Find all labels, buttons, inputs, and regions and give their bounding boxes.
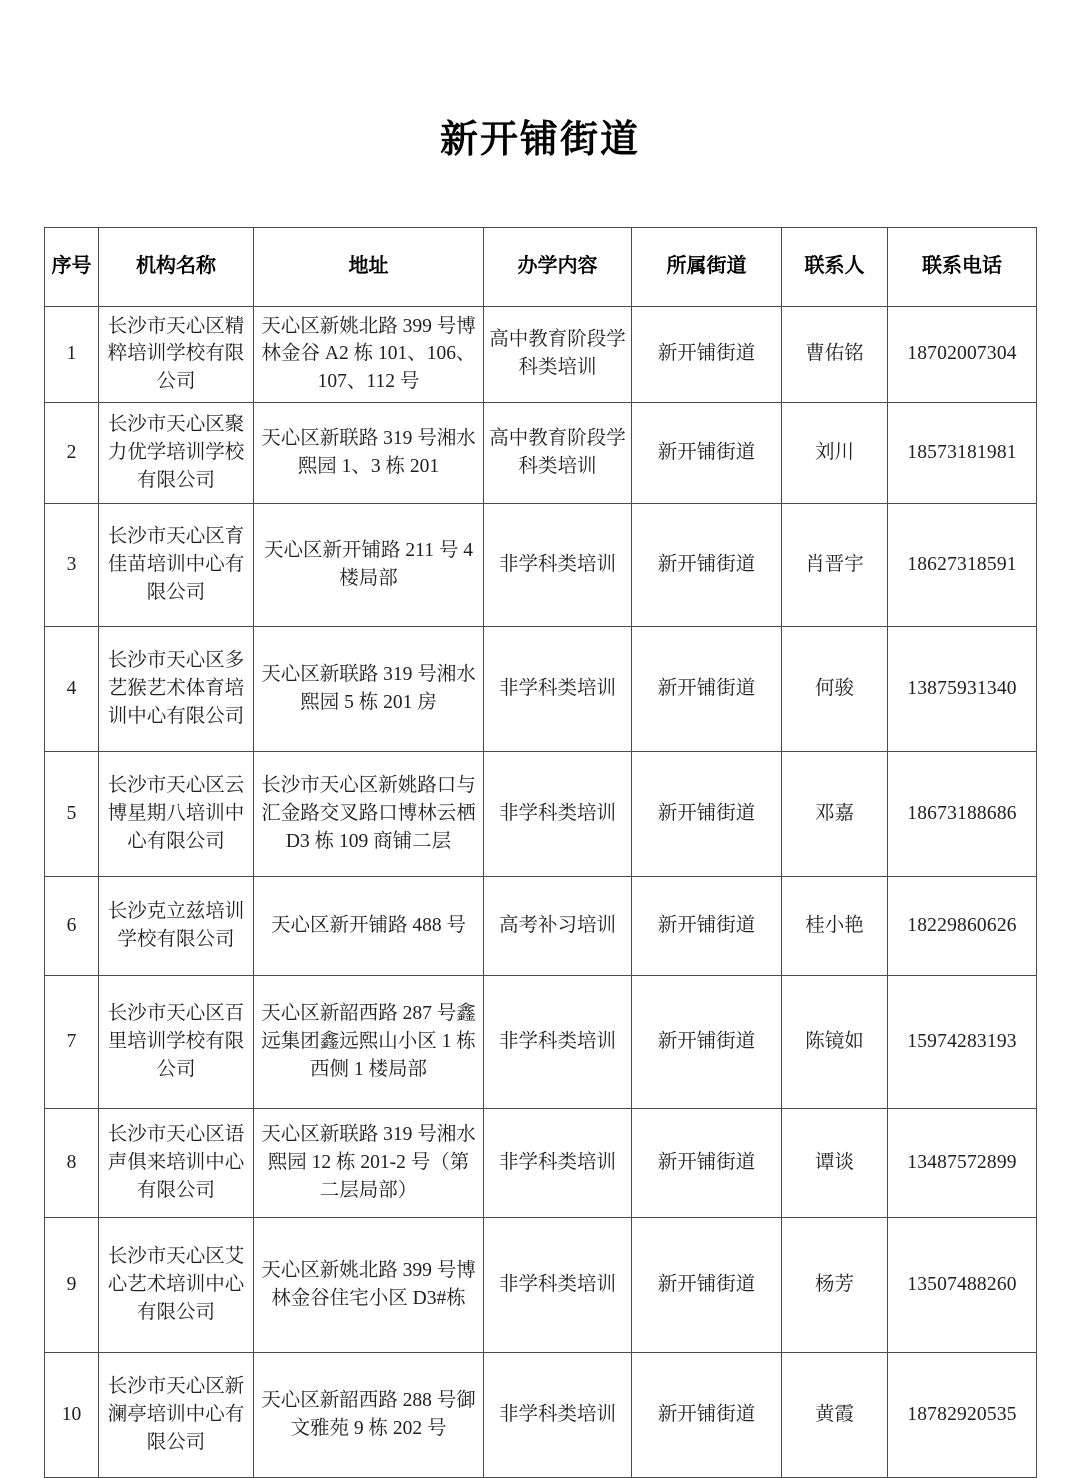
cell-address: 天心区新开铺路 211 号 4 楼局部: [254, 503, 484, 626]
table-row: [45, 751, 1037, 876]
cell-index: 6: [45, 876, 99, 975]
cell-index: 5: [45, 751, 99, 876]
training-institutions-table: [44, 227, 1037, 1478]
cell-address: 天心区新姚北路 399 号博林金谷 A2 栋 101、106、107、112 号: [254, 306, 484, 402]
cell-type: 非学科类培训: [484, 1217, 632, 1352]
cell-person: 杨芳: [782, 1217, 888, 1352]
column-header-street: 所属街道: [632, 227, 782, 306]
cell-name: 长沙市天心区语声俱来培训中心有限公司: [99, 1108, 254, 1217]
column-header-phone: 联系电话: [888, 227, 1037, 306]
table-row: [45, 402, 1037, 503]
cell-phone: 18229860626: [888, 876, 1037, 975]
column-header-type: 办学内容: [484, 227, 632, 306]
column-header-name: 机构名称: [99, 227, 254, 306]
table-header: [45, 227, 1037, 306]
cell-index: 2: [45, 402, 99, 503]
cell-type: 高考补习培训: [484, 876, 632, 975]
cell-person: 邓嘉: [782, 751, 888, 876]
header-row: [45, 227, 1037, 306]
cell-street: 新开铺街道: [632, 402, 782, 503]
cell-index: 10: [45, 1352, 99, 1477]
cell-name: 长沙市天心区新澜亭培训中心有限公司: [99, 1352, 254, 1477]
cell-index: 7: [45, 975, 99, 1108]
cell-type: 非学科类培训: [484, 751, 632, 876]
cell-street: 新开铺街道: [632, 751, 782, 876]
cell-name: 长沙市天心区聚力优学培训学校有限公司: [99, 402, 254, 503]
table-row: [45, 876, 1037, 975]
table-row: [45, 1217, 1037, 1352]
cell-type: 高中教育阶段学科类培训: [484, 306, 632, 402]
cell-address: 天心区新联路 319 号湘水熙园 5 栋 201 房: [254, 626, 484, 751]
cell-person: 刘川: [782, 402, 888, 503]
cell-person: 谭谈: [782, 1108, 888, 1217]
table-container: [0, 227, 1080, 1478]
cell-index: 4: [45, 626, 99, 751]
cell-address: 天心区新联路 319 号湘水熙园 1、3 栋 201: [254, 402, 484, 503]
cell-type: 非学科类培训: [484, 503, 632, 626]
cell-phone: 18627318591: [888, 503, 1037, 626]
cell-phone: 18702007304: [888, 306, 1037, 402]
cell-person: 肖晋宇: [782, 503, 888, 626]
table-row: [45, 626, 1037, 751]
cell-address: 天心区新开铺路 488 号: [254, 876, 484, 975]
cell-street: 新开铺街道: [632, 1352, 782, 1477]
cell-type: 非学科类培训: [484, 626, 632, 751]
cell-address: 天心区新姚北路 399 号博林金谷住宅小区 D3#栋: [254, 1217, 484, 1352]
cell-name: 长沙市天心区百里培训学校有限公司: [99, 975, 254, 1108]
cell-street: 新开铺街道: [632, 876, 782, 975]
table-row: [45, 306, 1037, 402]
cell-phone: 13875931340: [888, 626, 1037, 751]
cell-street: 新开铺街道: [632, 1108, 782, 1217]
cell-person: 曹佑铭: [782, 306, 888, 402]
cell-person: 陈镜如: [782, 975, 888, 1108]
cell-address: 天心区新联路 319 号湘水熙园 12 栋 201-2 号（第二层局部）: [254, 1108, 484, 1217]
page-title: 新开铺街道: [439, 119, 640, 161]
cell-person: 桂小艳: [782, 876, 888, 975]
cell-street: 新开铺街道: [632, 626, 782, 751]
cell-address: 天心区新韶西路 287 号鑫远集团鑫远熙山小区 1 栋西侧 1 楼局部: [254, 975, 484, 1108]
cell-person: 黄霞: [782, 1352, 888, 1477]
table-row: [45, 1108, 1037, 1217]
cell-street: 新开铺街道: [632, 503, 782, 626]
table-body: [45, 306, 1037, 1477]
cell-name: 长沙市天心区艾心艺术培训中心有限公司: [99, 1217, 254, 1352]
cell-index: 9: [45, 1217, 99, 1352]
cell-index: 8: [45, 1108, 99, 1217]
cell-street: 新开铺街道: [632, 306, 782, 402]
cell-type: 非学科类培训: [484, 1108, 632, 1217]
cell-phone: 13507488260: [888, 1217, 1037, 1352]
cell-type: 高中教育阶段学科类培训: [484, 402, 632, 503]
cell-index: 3: [45, 503, 99, 626]
table-row: [45, 503, 1037, 626]
column-header-address: 地址: [254, 227, 484, 306]
cell-name: 长沙市天心区云博星期八培训中心有限公司: [99, 751, 254, 876]
cell-person: 何骏: [782, 626, 888, 751]
column-header-index: 序号: [45, 227, 99, 306]
cell-phone: 18573181981: [888, 402, 1037, 503]
cell-street: 新开铺街道: [632, 1217, 782, 1352]
cell-index: 1: [45, 306, 99, 402]
column-header-person: 联系人: [782, 227, 888, 306]
cell-address: 长沙市天心区新姚路口与汇金路交叉路口博林云栖 D3 栋 109 商铺二层: [254, 751, 484, 876]
cell-phone: 18673188686: [888, 751, 1037, 876]
cell-name: 长沙市天心区多艺猴艺术体育培训中心有限公司: [99, 626, 254, 751]
cell-phone: 13487572899: [888, 1108, 1037, 1217]
cell-name: 长沙克立兹培训学校有限公司: [99, 876, 254, 975]
cell-type: 非学科类培训: [484, 1352, 632, 1477]
cell-phone: 18782920535: [888, 1352, 1037, 1477]
cell-name: 长沙市天心区精粹培训学校有限公司: [99, 306, 254, 402]
cell-address: 天心区新韶西路 288 号御文雅苑 9 栋 202 号: [254, 1352, 484, 1477]
cell-phone: 15974283193: [888, 975, 1037, 1108]
cell-type: 非学科类培训: [484, 975, 632, 1108]
cell-name: 长沙市天心区育佳苗培训中心有限公司: [99, 503, 254, 626]
cell-street: 新开铺街道: [632, 975, 782, 1108]
table-row: [45, 1352, 1037, 1477]
table-row: [45, 975, 1037, 1108]
